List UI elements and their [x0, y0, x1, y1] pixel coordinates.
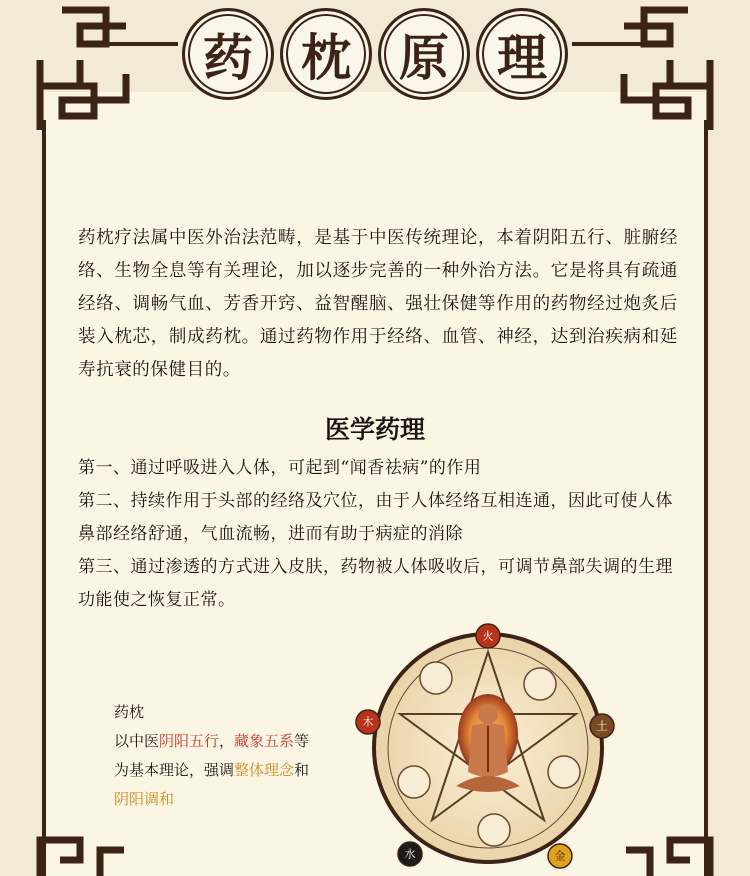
title-char: 理 — [476, 8, 568, 100]
element-label: 土 — [596, 719, 608, 733]
principle-item: 第三、通过渗透的方式进入皮肤，药物被人体吸收后，可调节鼻部失调的生理功能使之恢复正常。 — [78, 557, 673, 610]
element-label: 木 — [362, 715, 374, 729]
side-note-line-1 — [114, 727, 354, 756]
element-label: 水 — [404, 847, 416, 861]
highlight-holistic: 整体理念 — [234, 761, 295, 779]
vignette-icon — [524, 668, 556, 700]
title-char: 药 — [182, 8, 274, 100]
side-note-line-2 — [114, 756, 354, 785]
vignette-icon — [478, 814, 510, 846]
title-char: 枕 — [280, 8, 372, 100]
element-water-node — [398, 842, 422, 866]
section-title: 医学药理 — [324, 415, 425, 444]
element-label: 金 — [554, 849, 566, 863]
element-earth-node — [590, 714, 614, 738]
vignette-icon — [548, 756, 580, 788]
principles-list — [78, 452, 678, 617]
side-note-text: 和 — [294, 761, 310, 779]
side-note-text: 为基本理论，强调 — [114, 761, 235, 779]
highlight-yinyang-wuxing: 阴阳五行 — [159, 732, 220, 750]
element-wood-node — [356, 710, 380, 734]
side-note-line-3 — [114, 785, 354, 814]
vignette-icon — [398, 766, 430, 798]
element-metal-node — [548, 844, 572, 868]
five-elements-wheel — [348, 622, 628, 876]
vignette-icon — [420, 662, 452, 694]
element-label: 火 — [482, 629, 494, 643]
intro-paragraph: 药枕疗法属中医外治法范畴，是基于中医传统理论，本着阴阳五行、脏腑经络、生物全息等有关理论，加以逐步完善的一种外治方法。它是将具有疏通经络、调畅气血、芳香开窍、益智醒脑、强壮保健等作用的药物经过炮炙后装入枕芯，制成药枕。通过药物作用于经络、血管、神经，达到治疾病和延寿抗衰的保健目的。 — [78, 228, 678, 380]
side-note — [114, 698, 354, 814]
side-note-text: ， — [219, 732, 235, 750]
title-char: 原 — [378, 8, 470, 100]
principle-item: 第二、持续作用于头部的经络及穴位，由于人体经络互相连通，因此可使人体鼻部经络舒通，气血流畅，进而有助于病症的消除 — [78, 491, 673, 544]
side-note-text: 以中医 — [114, 732, 160, 750]
principle-item: 第一、通过呼吸进入人体，可起到“闻香祛病”的作用 — [78, 458, 482, 478]
page-title — [0, 8, 750, 100]
side-note-text: 等 — [294, 732, 310, 750]
side-note-heading: 药枕 — [114, 703, 145, 721]
element-fire-node — [476, 624, 500, 648]
highlight-zangxiang: 藏象五系 — [234, 732, 295, 750]
highlight-yinyang-harmony: 阴阳调和 — [114, 790, 175, 808]
